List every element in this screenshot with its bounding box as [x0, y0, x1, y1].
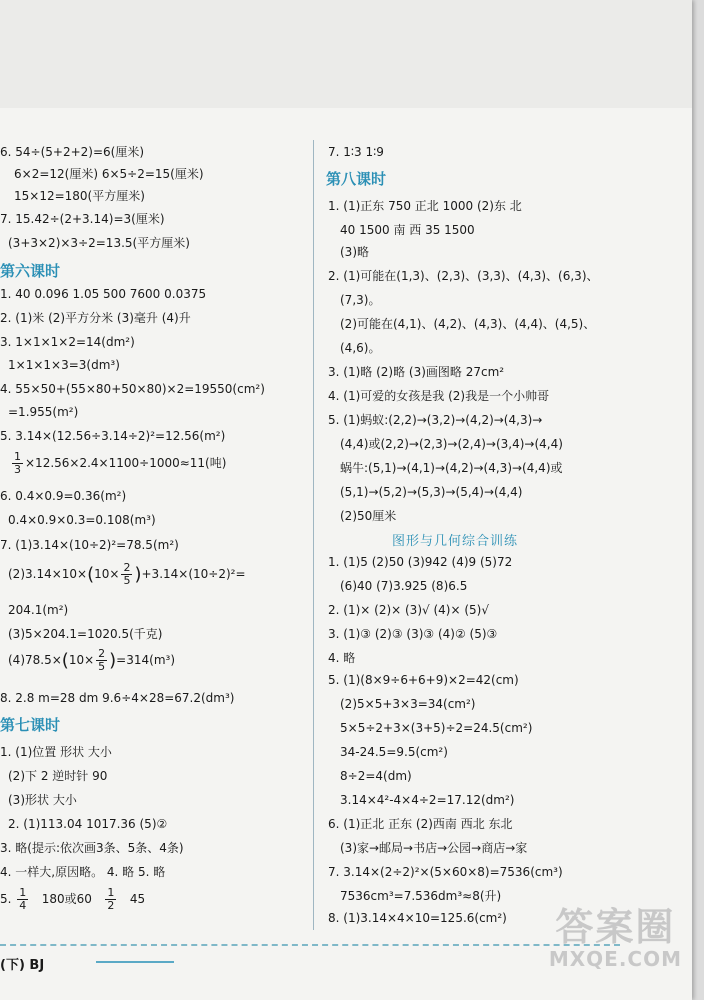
answer-line: (2)可能在(4,1)、(4,2)、(4,3)、(4,4)、(4,5)、: [340, 317, 596, 331]
answer-line: 1. (1)5 (2)50 (3)942 (4)9 (5)72: [328, 555, 513, 569]
section-heading-lesson8: 第八课时: [326, 170, 387, 188]
answer-line: 1. 40 0.096 1.05 500 7600 0.0375: [0, 287, 207, 301]
answer-line: (3)家→邮局→书店→公园→商店→家: [340, 841, 528, 855]
answer-line: 7. 1∶3 1∶9: [328, 145, 384, 159]
answer-line: (4,4)或(2,2)→(2,3)→(2,4)→(3,4)→(4,4): [340, 437, 563, 451]
answer-line: =1.955(m²): [8, 405, 79, 419]
answer-line: 6. (1)正北 正东 (2)西南 西北 东北: [328, 817, 513, 831]
fraction: $\frac{1}{3}$: [14, 450, 21, 476]
answer-line: 8. 2.8 m=28 dm 9.6÷4×28=67.2(dm³): [0, 691, 235, 705]
answer-line: (4,6)。: [340, 341, 381, 355]
answer-line: 4. 略: [328, 651, 356, 665]
answer-line: 2. (1)可能在(1,3)、(2,3)、(3,3)、(4,3)、(6,3)、: [328, 269, 599, 283]
answer-line: 1×1×1×3=3(dm³): [8, 358, 120, 372]
answer-line: (3)略: [340, 245, 369, 259]
answer-line: (3+3×2)×3÷2=13.5(平方厘米): [8, 236, 190, 250]
answer-line: 2. (1)113.04 1017.36 (5)②: [8, 817, 168, 831]
answer-line: 3. (1)③ (2)③ (3)③ (4)② (5)③: [328, 627, 498, 641]
fraction: $\frac{1}{2}$: [107, 886, 115, 912]
answer-line: 7. 15.42÷(2+3.14)=3(厘米): [0, 212, 165, 226]
answer-line: 7. (1)3.14×(10÷2)²=78.5(m²): [0, 538, 179, 552]
fraction: $\frac{2}{5}$: [123, 561, 131, 587]
answer-line: (7,3)。: [340, 293, 381, 307]
answer-line: 34-24.5=9.5(cm²): [340, 745, 448, 759]
answer-line: 3. 略(提示:依次画3条、5条、4条): [0, 841, 184, 855]
fraction: $\frac{2}{5}$: [98, 647, 106, 673]
answer-line: 7536cm³=7.536dm³≈8(升): [340, 889, 502, 903]
answer-line: 3.14×4²-4×4÷2=17.12(dm²): [340, 793, 515, 807]
section-subheading: 图形与几何综合训练: [392, 534, 519, 549]
answer-line: 4. 一样大,原因略。 4. 略 5. 略: [0, 865, 166, 879]
top-blank-area: [0, 0, 692, 108]
footer-label: (下) BJ: [0, 958, 45, 973]
answer-line: 4. (1)可爱的女孩是我 (2)我是一个小帅哥: [328, 389, 550, 403]
answer-line-fraction: 5. $\frac{1}{4}$ 180或60 $\frac{1}{2}$ 45: [0, 886, 146, 912]
answer-line: 8÷2=4(dm): [340, 769, 412, 783]
answer-line: 6×2=12(厘米) 6×5÷2=15(厘米): [14, 167, 204, 181]
answer-line: 1. (1)位置 形状 大小: [0, 745, 112, 759]
answer-line-fraction: $\frac{1}{3}$ ×12.56×2.4×1100÷1000≈11(吨): [14, 450, 227, 476]
answer-line: 6. 54÷(5+2+2)=6(厘米): [0, 145, 145, 159]
answer-line: 8. (1)3.14×4×10=125.6(cm²): [328, 911, 507, 925]
section-heading-lesson6: 第六课时: [0, 262, 61, 280]
answer-line: 40 1500 南 西 35 1500: [340, 223, 475, 237]
answer-line: 5. (1)(8×9÷6+6+9)×2=42(cm): [328, 673, 519, 687]
answer-line: (2)下 2 逆时针 90: [8, 769, 108, 783]
fraction: $\frac{1}{4}$: [19, 886, 27, 912]
answer-line: (6)40 (7)3.925 (8)6.5: [340, 579, 468, 593]
answer-line: (5,1)→(5,2)→(5,3)→(5,4)→(4,4): [340, 485, 523, 499]
answer-line: 3. (1)略 (2)略 (3)画图略 27cm²: [328, 365, 505, 379]
footer-dashed-rule: [0, 944, 620, 946]
answer-line: (2)5×5+3×3=34(cm²): [340, 697, 476, 711]
answer-line: 5×5÷2+3×(3+5)÷2=24.5(cm²): [340, 721, 533, 735]
answer-line: 2. (1)× (2)× (3)√ (4)× (5)√: [328, 603, 489, 617]
answer-line: 5. 3.14×(12.56÷3.14÷2)²=12.56(m²): [0, 429, 226, 443]
answer-line: 3. 1×1×1×2=14(dm²): [0, 335, 135, 349]
answer-line-fraction: (4)78.5×(10× $\frac{2}{5}$ )=314(m³): [8, 647, 175, 673]
answer-line-fraction: (2)3.14×10×(10× $\frac{2}{5}$ )+3.14×(10÷2)²=: [8, 561, 246, 587]
answer-line: (3)5×204.1=1020.5(千克): [8, 627, 163, 641]
answer-line: 0.4×0.9×0.3=0.108(m³): [8, 513, 156, 527]
answer-line: 5. (1)蚂蚁:(2,2)→(3,2)→(4,2)→(4,3)→: [328, 413, 543, 427]
answer-line: (2)50厘米: [340, 509, 397, 523]
answer-line: 204.1(m²): [8, 603, 69, 617]
section-heading-lesson7: 第七课时: [0, 716, 61, 734]
answer-line: 1. (1)正东 750 正北 1000 (2)东 北: [328, 199, 522, 213]
answer-line: 7. 3.14×(2÷2)²×(5×60×8)=7536(cm³): [328, 865, 563, 879]
answer-line: 4. 55×50+(55×80+50×80)×2=19550(cm²): [0, 382, 265, 396]
answer-line: 蜗牛:(5,1)→(4,1)→(4,2)→(4,3)→(4,4)或: [340, 461, 563, 475]
footer-accent-line: [96, 961, 174, 963]
column-divider: [313, 140, 314, 930]
answer-line: 2. (1)米 (2)平方分米 (3)毫升 (4)升: [0, 311, 191, 325]
watermark-logo: 答案圈 MXQE.COM: [548, 905, 682, 971]
answer-line: 15×12=180(平方厘米): [14, 189, 145, 203]
answer-line: (3)形状 大小: [8, 793, 77, 807]
answer-line: 6. 0.4×0.9=0.36(m²): [0, 489, 127, 503]
